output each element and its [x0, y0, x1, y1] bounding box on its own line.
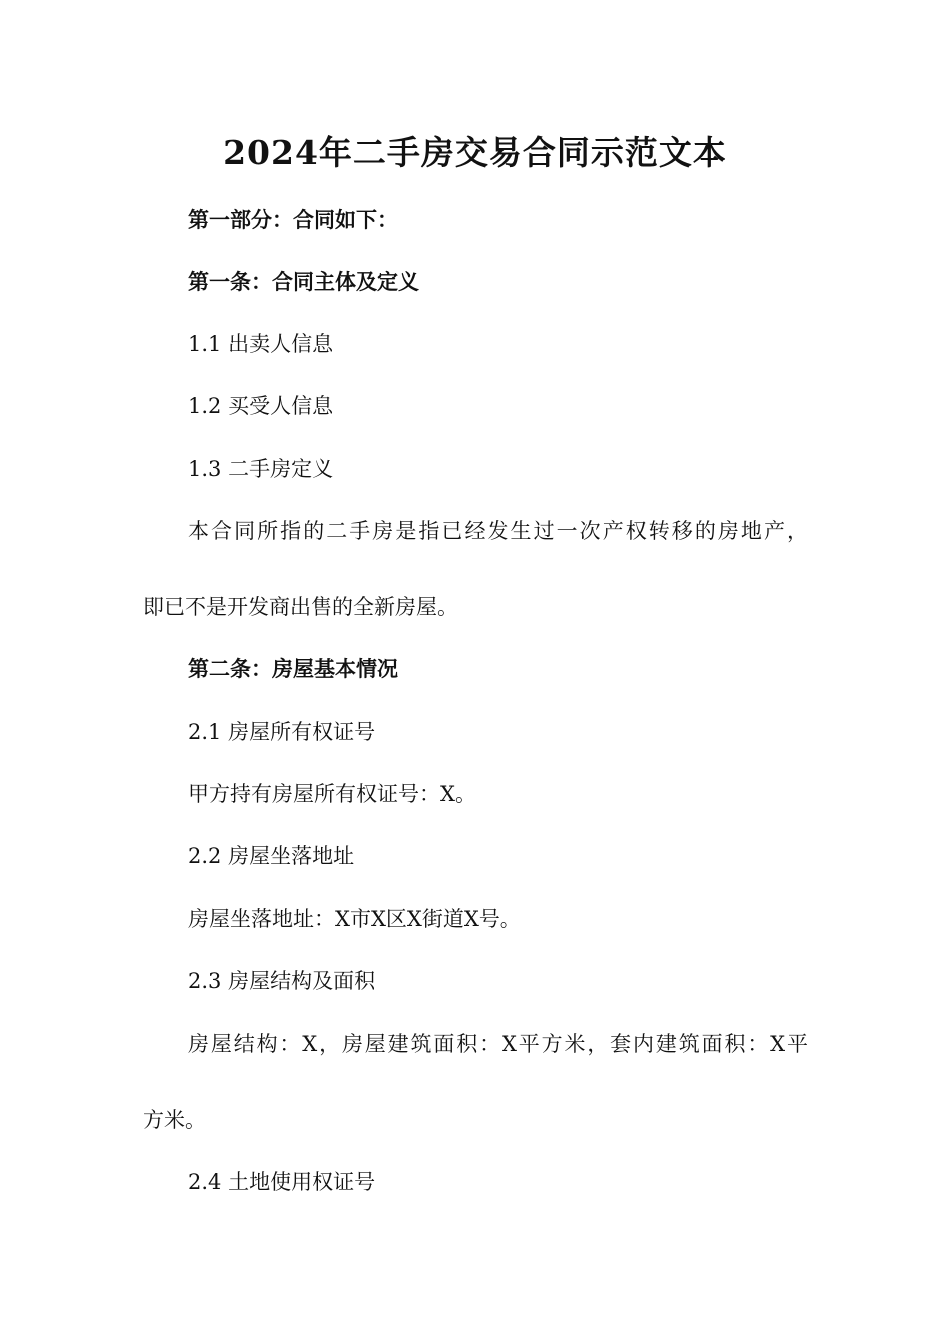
item-2-2-text: 房屋坐落地址：X市X区X街道X号。: [188, 907, 521, 931]
item-2-1-text: 甲方持有房屋所有权证号：X。: [188, 782, 476, 806]
item-2-1: 2.1 房屋所有权证号: [188, 720, 376, 744]
part-one-heading: 第一部分：合同如下：: [188, 207, 398, 232]
definition-line-2: 即已不是开发商出售的全新房屋。: [143, 595, 458, 619]
item-1-1: 1.1 出卖人信息: [188, 332, 334, 356]
article-one-heading: 第一条：合同主体及定义: [188, 269, 419, 294]
article-two-heading: 第二条：房屋基本情况: [188, 656, 398, 681]
item-2-3-text-line-2: 方米。: [143, 1108, 206, 1132]
item-2-3-text-line-1: 房屋结构：X，房屋建筑面积：X平方米，套内建筑面积：X平: [188, 1032, 808, 1056]
item-2-4: 2.4 土地使用权证号: [188, 1170, 376, 1194]
item-2-3: 2.3 房屋结构及面积: [188, 969, 376, 993]
definition-line-1: 本合同所指的二手房是指已经发生过一次产权转移的房地产，: [188, 519, 808, 543]
item-1-2: 1.2 买受人信息: [188, 394, 334, 418]
document-title: 2024年二手房交易合同示范文本: [223, 133, 727, 172]
item-1-3: 1.3 二手房定义: [188, 457, 334, 481]
item-2-2: 2.2 房屋坐落地址: [188, 844, 355, 868]
